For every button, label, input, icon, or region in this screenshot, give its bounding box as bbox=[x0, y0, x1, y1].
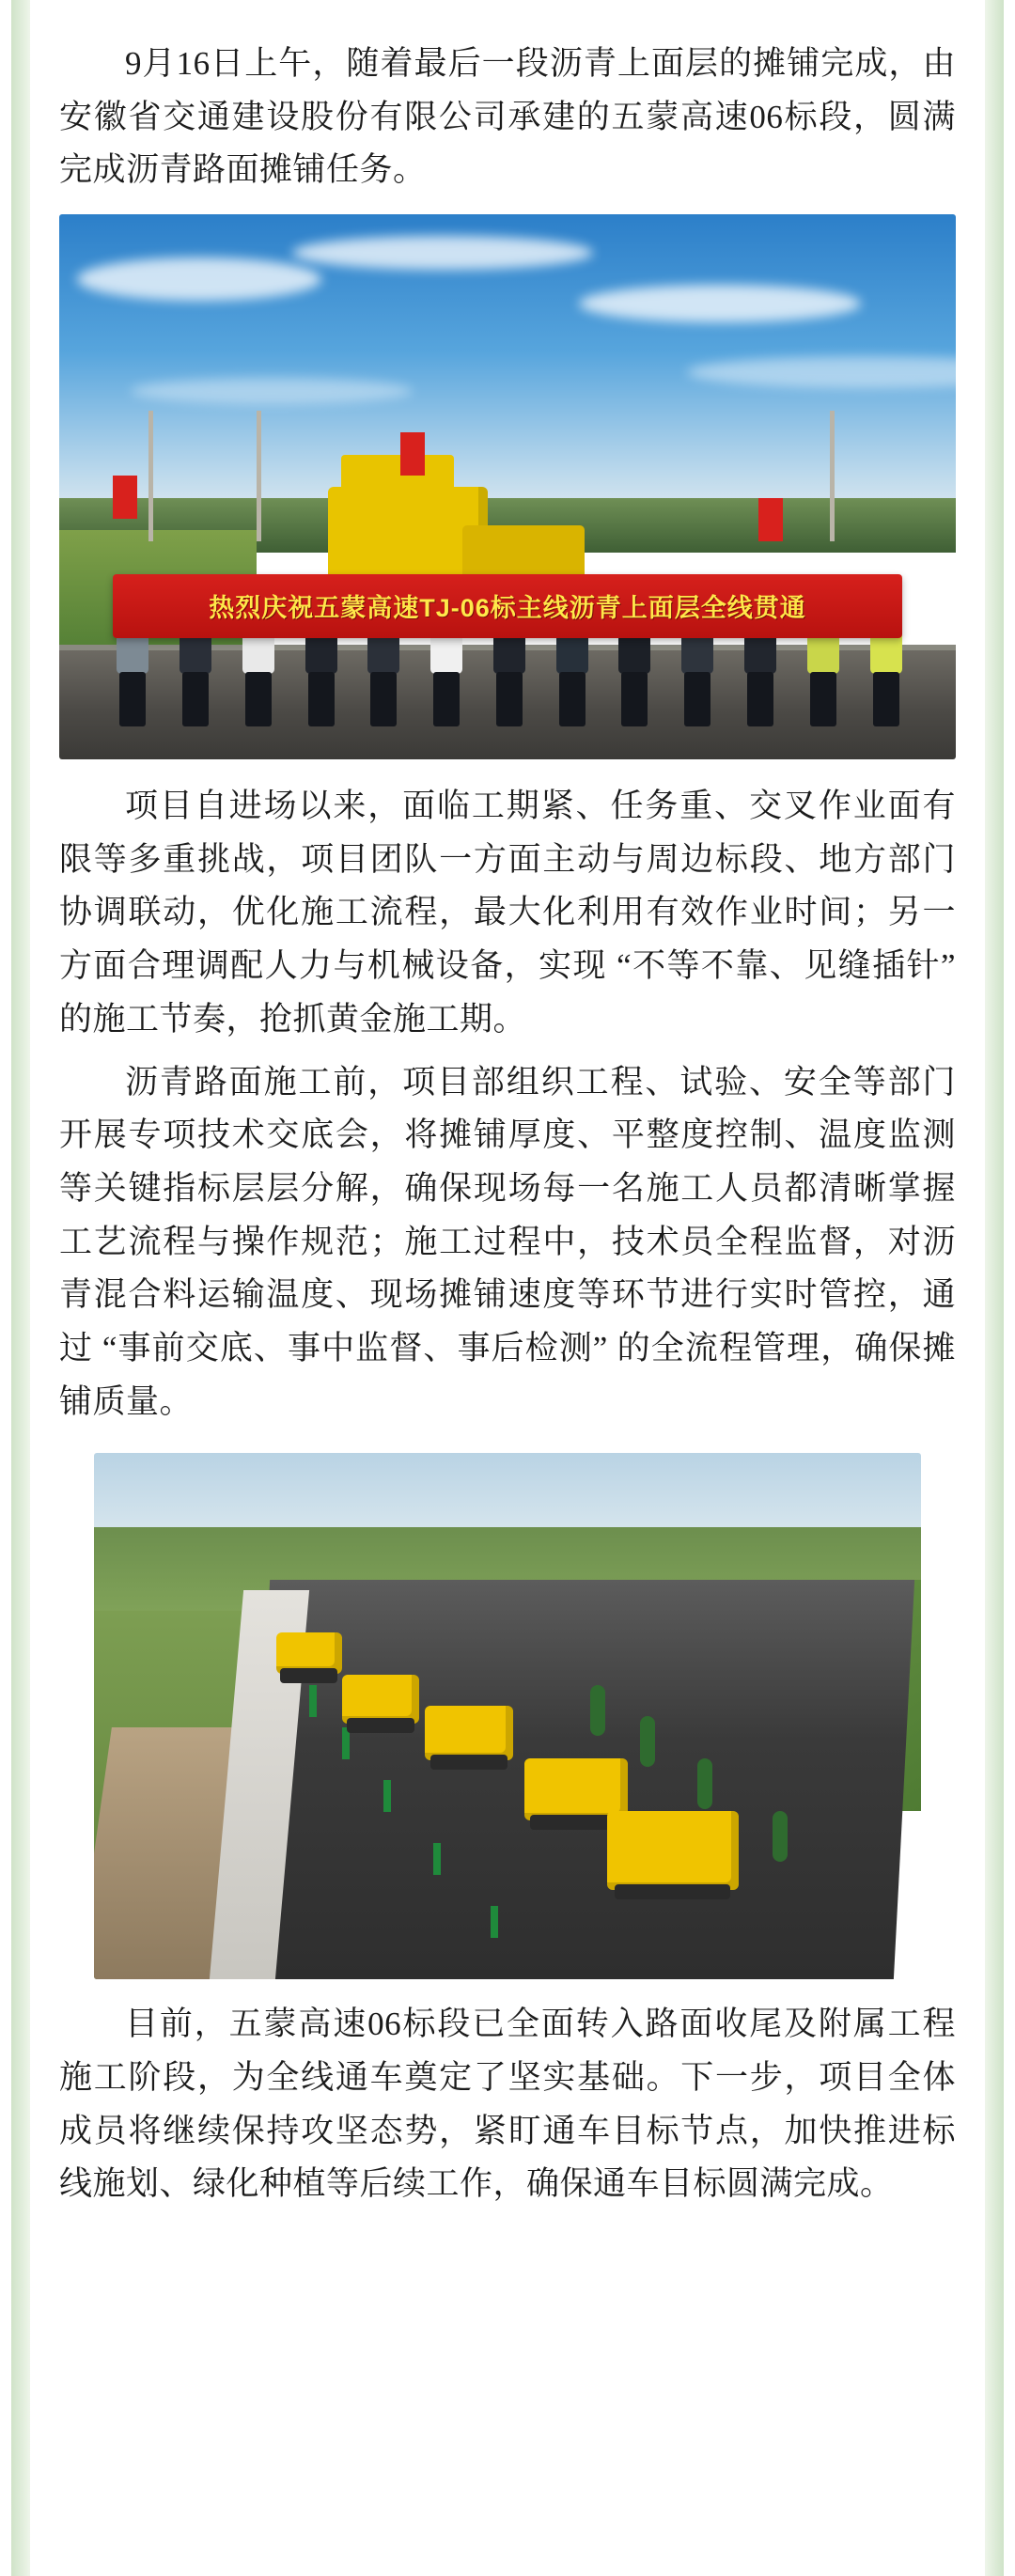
banner-text: 热烈庆祝五蒙高速TJ-06标主线沥青上面层全线贯通 bbox=[209, 594, 806, 623]
cloud-icon bbox=[292, 236, 593, 270]
red-flag-icon bbox=[113, 476, 137, 519]
roadside-tree bbox=[773, 1811, 788, 1862]
road-roller bbox=[342, 1675, 419, 1724]
utility-pole bbox=[257, 411, 261, 541]
green-marker-post bbox=[433, 1843, 441, 1875]
paragraph-3: 沥青路面施工前，项目部组织工程、试验、安全等部门开展专项技术交底会，将摊铺厚度、平整度控制、温度监测等关键指标层层分解，确保现场每一名施工人员都清晰掌握工艺流程与操作规范；施工过程中，技术员全程监督，对沥青混合料运输温度、现场摊铺速度等环节进行实时管控，通过 “事前交底、事中监督、事后检测” 的全流程管理，确保摊铺质量。 bbox=[59, 1063, 956, 1420]
roadside-tree bbox=[640, 1716, 655, 1767]
red-flag-icon bbox=[400, 432, 425, 476]
road-roller bbox=[425, 1706, 513, 1760]
paragraph-2: 项目自进场以来，面临工期紧、任务重、交叉作业面有限等多重挑战，项目团队一方面主动与周边标段、地方部门协调联动，优化施工流程，最大化利用有效作业时间；另一方面合理调配人力与机械设备，实现 “不等不靠、见缝插针” 的施工节奏，抢抓黄金施工期。 bbox=[59, 788, 956, 1038]
green-marker-post bbox=[383, 1780, 391, 1812]
utility-pole bbox=[830, 411, 835, 541]
red-flag-icon bbox=[758, 498, 783, 541]
paragraph-1: 9月16日上午，随着最后一段沥青上面层的摊铺完成，由安徽省交通建设股份有限公司承建的五蒙高速06标段，圆满完成沥青路面摊铺任务。 bbox=[59, 45, 956, 189]
roadside-tree bbox=[590, 1685, 605, 1736]
roadside-tree bbox=[697, 1758, 712, 1809]
photo-rollers-on-asphalt bbox=[94, 1453, 921, 1979]
cloud-icon bbox=[131, 378, 413, 404]
celebration-banner bbox=[113, 574, 902, 638]
utility-pole bbox=[148, 411, 153, 541]
road-roller bbox=[607, 1811, 739, 1890]
paragraph-4: 目前，五蒙高速06标段已全面转入路面收尾及附属工程施工阶段，为全线通车奠定了坚实基础。下一步，项目全体成员将继续保持攻坚态势，紧盯通车目标节点，加快推进标线施划、绿化种植等后续工作，确保通车目标圆满完成。 bbox=[59, 2006, 956, 2203]
article-content bbox=[33, 0, 982, 2260]
decorative-right-rail bbox=[985, 0, 1004, 2576]
green-marker-post bbox=[491, 1906, 498, 1938]
photo-ceremony-banner bbox=[59, 214, 956, 759]
green-marker-post bbox=[309, 1685, 317, 1717]
decorative-left-rail bbox=[11, 0, 30, 2576]
road-roller bbox=[276, 1632, 342, 1674]
